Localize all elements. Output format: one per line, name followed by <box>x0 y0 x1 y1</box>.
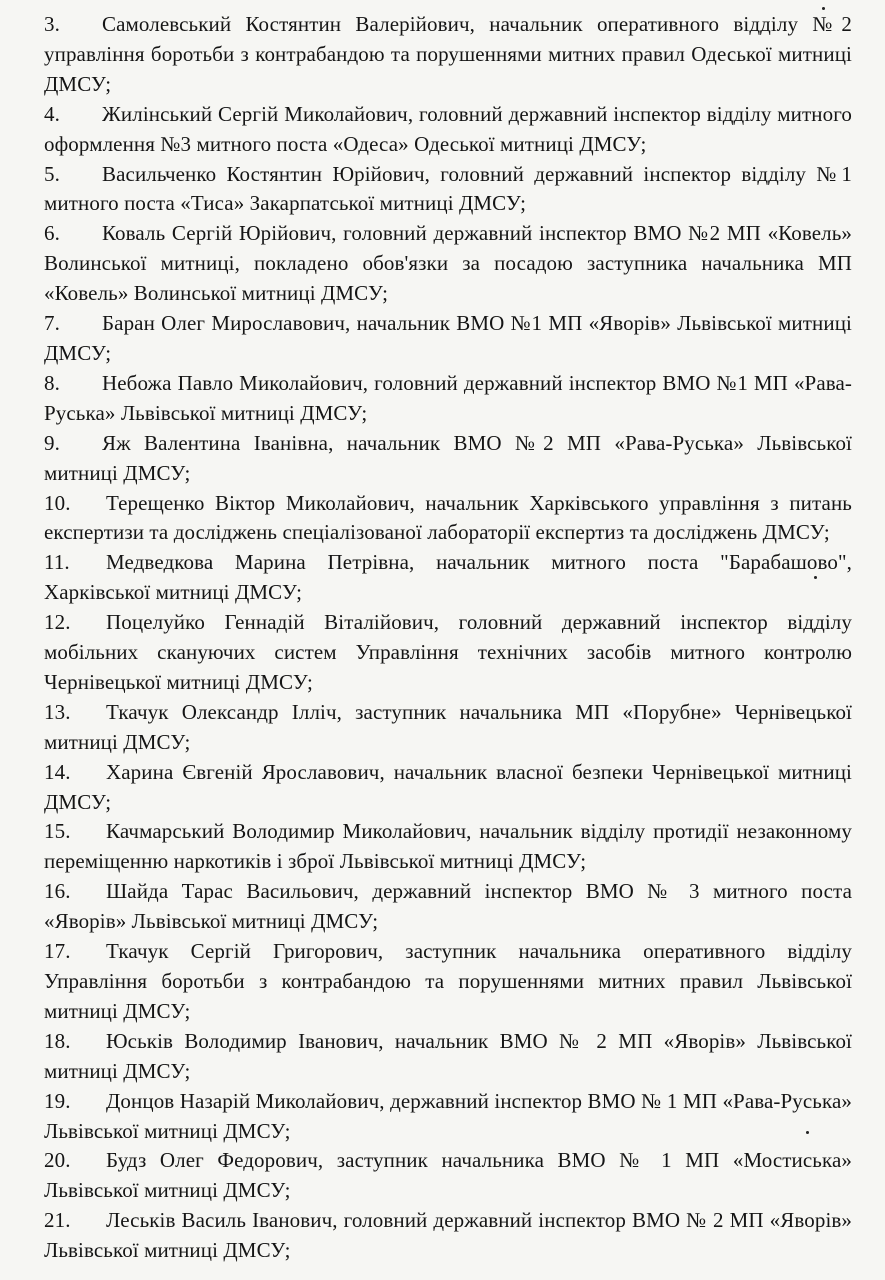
item-text: Харина Євгеній Ярославович, начальник власної безпеки Чернівецької митниці ДМСУ; <box>44 759 852 814</box>
item-number: 20. <box>44 1148 71 1173</box>
list-item <box>44 489 852 549</box>
item-number: 4. <box>44 101 60 126</box>
item-text: Баран Олег Мирославович, начальник ВМО №1 МП «Яворів» Львівської митниці ДМСУ; <box>44 311 852 365</box>
list-item <box>44 1206 852 1266</box>
item-text: Поцелуйко Геннадій Віталійович, головний державний інспектор відділу мобільних скануючих систем Управління технічних засобів митного контролю Чернівецької митниці ДМСУ; <box>44 610 852 694</box>
item-text: Яж Валентина Іванівна, начальник ВМО №2 МП «Рава-Руська» Львівської митниці ДМСУ; <box>44 430 852 485</box>
item-number: 16. <box>44 879 71 904</box>
item-text: Самолевський Костянтин Валерійович, начальник оперативного відділу №2 управління боротьби з контрабандою та порушеннями митних правил Одеської митниці ДМСУ; <box>44 12 852 96</box>
item-text: Ткачук Олександр Ілліч, заступник начальника МП «Порубне» Чернівецької митниці ДМСУ; <box>44 699 852 754</box>
item-number: 15. <box>44 819 71 844</box>
item-text: Васильченко Костянтин Юрійович, головний державний інспектор відділу №1 митного поста «Тиса» Закарпатської митниці ДМСУ; <box>44 161 852 216</box>
list-item <box>44 309 852 369</box>
item-text: Жилінський Сергій Миколайович, головний державний інспектор відділу митного оформлення №3 митного поста «Одеса» Одеської митниці ДМСУ; <box>44 101 852 156</box>
item-number: 17. <box>44 939 71 964</box>
item-number: 14. <box>44 759 71 784</box>
item-text: Будз Олег Федорович, заступник начальника ВМО № 1 МП «Мостиська» Львівської митниці ДМСУ; <box>44 1148 852 1203</box>
list-item <box>44 758 852 818</box>
item-number: 7. <box>44 311 60 336</box>
item-number: 8. <box>44 370 60 395</box>
item-number: 13. <box>44 699 71 724</box>
item-text: Качмарський Володимир Миколайович, начальник відділу протидії незаконному переміщенню наркотиків і зброї Львівської митниці ДМСУ; <box>44 819 852 874</box>
list-item <box>44 877 852 937</box>
document-body <box>44 10 852 1266</box>
item-number: 12. <box>44 610 71 635</box>
list-item <box>44 1087 852 1147</box>
item-number: 10. <box>44 490 71 515</box>
item-number: 5. <box>44 161 60 186</box>
list-item <box>44 100 852 160</box>
item-text: Донцов Назарій Миколайович, державний інспектор ВМО № 1 МП «Рава-Руська» Львівської митниці ДМСУ; <box>44 1088 852 1143</box>
item-number: 18. <box>44 1028 71 1053</box>
list-item <box>44 698 852 758</box>
item-number: 21. <box>44 1208 71 1233</box>
item-text: Леськів Василь Іванович, головний державний інспектор ВМО № 2 МП «Яворів» Львівської митниці ДМСУ; <box>44 1208 852 1263</box>
item-text: Шайда Тарас Васильович, державний інспектор ВМО № 3 митного поста «Яворів» Львівської митниці ДМСУ; <box>44 879 852 934</box>
list-item <box>44 219 852 309</box>
list-item <box>44 429 852 489</box>
item-number: 11. <box>44 550 70 575</box>
item-text: Небожа Павло Миколайович, головний державний інспектор ВМО №1 МП «Рава-Руська» Львівської митниці ДМСУ; <box>44 370 852 425</box>
item-text: Коваль Сергій Юрійович, головний державний інспектор ВМО №2 МП «Ковель» Волинської митниці, покладено обов'язки за посадою заступника начальника МП «Ковель» Волинської митниці ДМСУ; <box>44 221 852 306</box>
list-item <box>44 937 852 1027</box>
item-text: Медведкова Марина Петрівна, начальник митного поста "Барабашово", Харківської митниці ДМСУ; <box>44 550 852 605</box>
list-item <box>44 369 852 429</box>
item-text: Юськів Володимир Іванович, начальник ВМО № 2 МП «Яворів» Львівської митниці ДМСУ; <box>44 1028 852 1083</box>
item-number: 6. <box>44 221 60 246</box>
item-number: 19. <box>44 1088 71 1113</box>
list-item <box>44 10 852 100</box>
list-item <box>44 1146 852 1206</box>
list-item <box>44 608 852 698</box>
item-number: 9. <box>44 430 60 455</box>
list-item <box>44 548 852 608</box>
list-item <box>44 160 852 220</box>
item-text: Терещенко Віктор Миколайович, начальник Харківського управління з питань експертизи та досліджень спеціалізованої лабораторії експертиз та досліджень ДМСУ; <box>44 490 852 545</box>
item-number: 3. <box>44 12 60 36</box>
list-item <box>44 817 852 877</box>
list-item <box>44 1027 852 1087</box>
item-text: Ткачук Сергій Григорович, заступник начальника оперативного відділу Управління боротьби з контрабандою та порушеннями митних правил Львівської митниці ДМСУ; <box>44 939 852 1023</box>
